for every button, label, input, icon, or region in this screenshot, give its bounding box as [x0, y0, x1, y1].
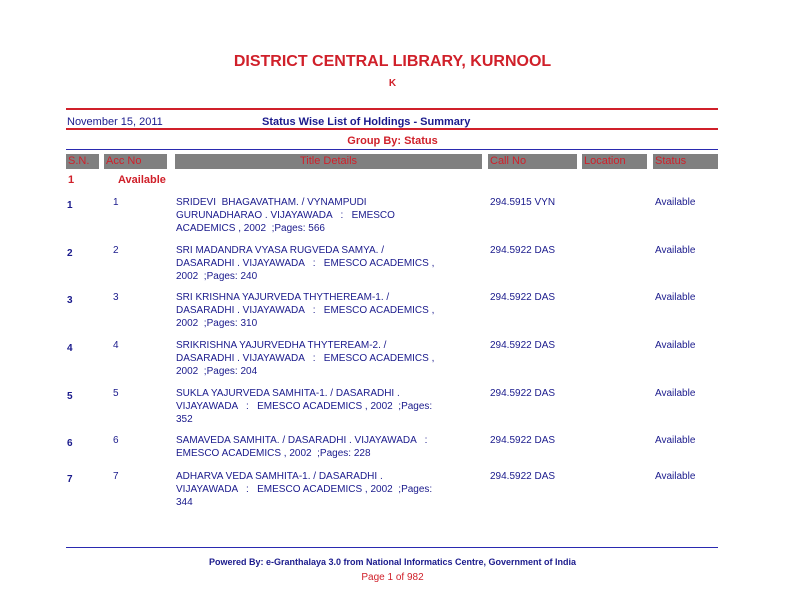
row-title-line: 2002 ;Pages: 240 [176, 271, 258, 282]
row-call-no: 294.5922 DAS [490, 292, 556, 303]
group-number: 1 [68, 174, 75, 186]
powered-by-text: Powered By: e-Granthalaya 3.0 from National Informatics Centre, Government of India [208, 557, 577, 567]
row-acc-no: 1 [113, 197, 119, 208]
row-status: Available [655, 435, 696, 446]
row-sn: 2 [67, 248, 73, 259]
row-acc-no: 4 [113, 340, 119, 351]
row-sn: 7 [67, 474, 73, 485]
row-sn: 1 [67, 200, 73, 211]
col-header-acc-no [104, 154, 167, 169]
report-name: Status Wise List of Holdings - Summary [262, 116, 471, 128]
row-call-no: 294.5922 DAS [490, 245, 556, 256]
col-header-sn [66, 154, 99, 169]
row-title-details [176, 434, 458, 460]
library-title: DISTRICT CENTRAL LIBRARY, KURNOOL [233, 53, 552, 70]
mid-divider [66, 128, 718, 130]
col-header-location-label: Location [584, 155, 626, 167]
row-title-line: SAMAVEDA SAMHITA. / DASARADHI . VIJAYAWADA : [176, 435, 428, 446]
row-acc-no: 3 [113, 292, 119, 303]
page-number: Page 1 of 982 [361, 572, 424, 583]
row-sn: 4 [67, 343, 73, 354]
row-title-line: EMESCO ACADEMICS , 2002 ;Pages: 228 [176, 448, 371, 459]
row-title-details [176, 470, 458, 509]
row-call-no: 294.5922 DAS [490, 471, 556, 482]
row-title-line: SUKLA YAJURVEDA SAMHITA-1. / DASARADHI . [176, 388, 400, 399]
row-title-line: SRIKRISHNA YAJURVEDHA THYTEREAM-2. / [176, 340, 387, 351]
row-call-no: 294.5922 DAS [490, 388, 556, 399]
row-status: Available [655, 245, 696, 256]
row-title-line: VIJAYAWADA : EMESCO ACADEMICS , 2002 ;Pages: [176, 401, 433, 412]
row-title-line: DASARADHI . VIJAYAWADA : EMESCO ACADEMICS , [176, 353, 435, 364]
group-by-label: Group By: Status [347, 135, 438, 147]
group-status: Available [118, 174, 166, 186]
col-header-title-details [175, 154, 482, 169]
row-title-line: 352 [176, 414, 193, 425]
row-title-details [176, 244, 458, 283]
row-call-no: 294.5922 DAS [490, 340, 556, 351]
col-header-sn-label: S.N. [68, 155, 90, 167]
row-sn: 3 [67, 295, 73, 306]
row-title-line: SRI KRISHNA YAJURVEDA THYTHEREAM-1. / [176, 292, 390, 303]
report-date: November 15, 2011 [67, 116, 163, 128]
row-acc-no: 5 [113, 388, 119, 399]
row-status: Available [655, 471, 696, 482]
col-header-location [582, 154, 647, 169]
library-subtitle: K [388, 78, 397, 89]
row-status: Available [655, 292, 696, 303]
row-sn: 6 [67, 438, 73, 449]
group-divider [66, 149, 718, 150]
row-title-line: ACADEMICS , 2002 ;Pages: 566 [176, 223, 325, 234]
row-title-line: 2002 ;Pages: 310 [176, 318, 258, 329]
row-status: Available [655, 388, 696, 399]
col-header-status [653, 154, 718, 169]
top-divider [66, 108, 718, 110]
footer-divider [66, 547, 718, 548]
row-call-no: 294.5915 VYN [490, 197, 556, 208]
row-title-details [176, 339, 458, 378]
row-title-line: DASARADHI . VIJAYAWADA : EMESCO ACADEMICS , [176, 258, 435, 269]
row-title-line: 344 [176, 497, 193, 508]
row-status: Available [655, 340, 696, 351]
col-header-status-label: Status [655, 155, 687, 167]
row-acc-no: 7 [113, 471, 119, 482]
row-call-no: 294.5922 DAS [490, 435, 556, 446]
row-title-line: GURUNADHARAO . VIJAYAWADA : EMESCO [176, 210, 395, 221]
row-title-details [176, 387, 458, 426]
row-title-line: VIJAYAWADA : EMESCO ACADEMICS , 2002 ;Pages: [176, 484, 433, 495]
row-acc-no: 6 [113, 435, 119, 446]
row-title-line: ADHARVA VEDA SAMHITA-1. / DASARADHI . [176, 471, 383, 482]
row-status: Available [655, 197, 696, 208]
row-title-details [176, 196, 458, 235]
col-header-acc-no-label: Acc No [106, 155, 142, 167]
row-title-line: SRI MADANDRA VYASA RUGVEDA SAMYA. / [176, 245, 385, 256]
row-title-line: SRIDEVI BHAGAVATHAM. / VYNAMPUDI [176, 197, 367, 208]
col-header-call-no-label: Call No [490, 155, 527, 167]
row-sn: 5 [67, 391, 73, 402]
row-acc-no: 2 [113, 245, 119, 256]
row-title-details [176, 291, 458, 330]
col-header-call-no [488, 154, 577, 169]
col-header-title-details-label: Title Details [299, 155, 358, 167]
row-title-line: 2002 ;Pages: 204 [176, 366, 258, 377]
row-title-line: DASARADHI . VIJAYAWADA : EMESCO ACADEMICS , [176, 305, 435, 316]
